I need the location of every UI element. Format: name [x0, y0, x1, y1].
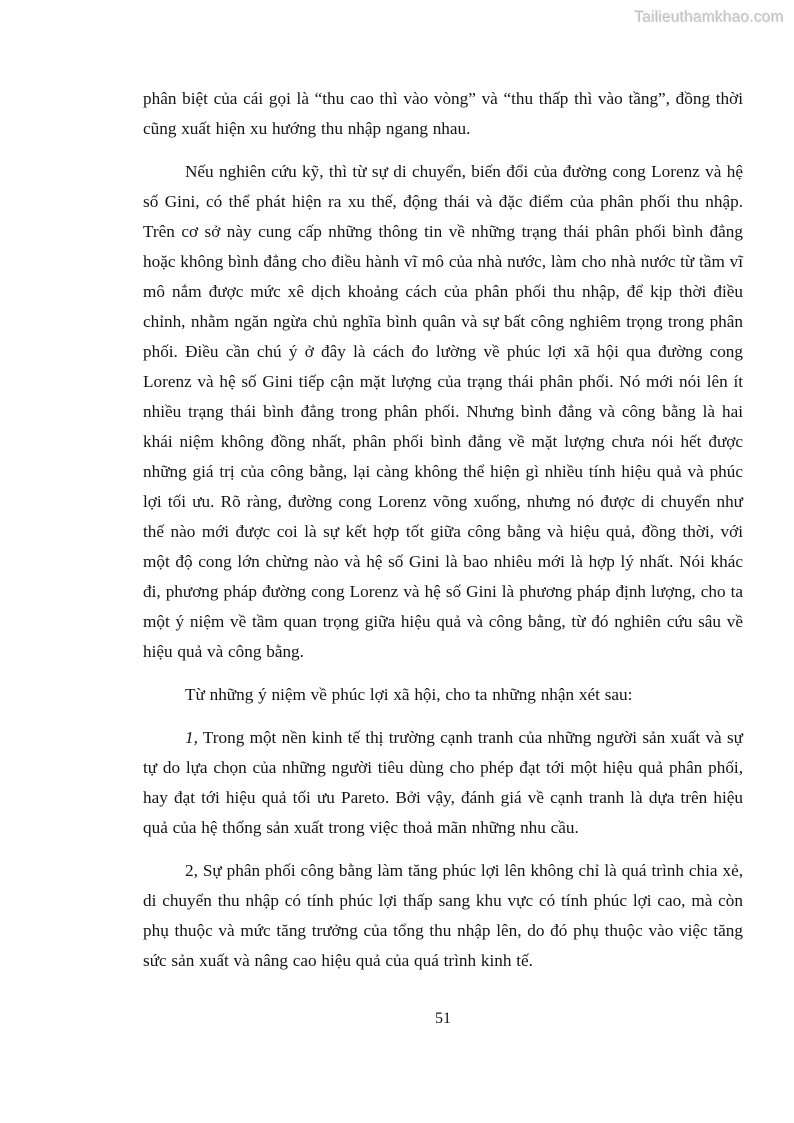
list-item-1-text: Trong một nền kinh tế thị trường cạnh tranh của những người sản xuất và sự tự do lựa chọn của những người tiêu dùng cho phép đạt tới một hiệu quả phân phối, hay đạt tới hiệu quả tối ưu Pareto. Bởi vậy, đánh giá về cạnh tranh là dựa trên hiệu quả của hệ thống sản xuất trong việc thoả mãn những nhu cầu.	[143, 728, 743, 837]
paragraph-body: Nếu nghiên cứu kỹ, thì từ sự di chuyển, biến đổi của đường cong Lorenz và hệ số Gini, có thể phát hiện ra xu thế, động thái và đặc điểm của phân phối thu nhập. Trên cơ sở này cung cấp những thông tin về những trạng thái phân phối bình đẳng hoặc không bình đẳng cho điều hành vĩ mô của nhà nước, làm cho nhà nước từ tầm vĩ mô nắm được mức xê dịch khoảng cách của phân phối thu nhập, để kịp thời điều chỉnh, nhằm ngăn ngừa chủ nghĩa bình quân và sự bất công nghiêm trọng trong phân phối. Điều cần chú ý ở đây là cách đo lường về phúc lợi xã hội qua đường cong Lorenz và hệ số Gini tiếp cận mặt lượng của trạng thái phân phối. Nó mới nói lên ít nhiều trạng thái bình đẳng trong phân phối. Nhưng bình đẳng và công bằng là hai khái niệm không đồng nhất, phân phối bình đẳng về mặt lượng chưa nói hết được những giá trị của công bằng, lại càng không thể hiện gì nhiều tính hiệu quả và phúc lợi tối ưu. Rõ ràng, đường cong Lorenz võng xuống, nhưng nó được di chuyển như thế nào mới được coi là sự kết hợp tốt giữa công bằng và hiệu quả, đồng thời, với một độ cong lớn chừng nào và hệ số Gini là bao nhiêu mới là hợp lý nhất. Nói khác đi, phương pháp đường cong Lorenz và hệ số Gini là phương pháp định lượng, cho ta một ý niệm về tầm quan trọng giữa hiệu quả và công bằng, từ đó nghiên cứu sâu về hiệu quả và công bằng.	[143, 162, 743, 661]
page-number: 51	[435, 1010, 451, 1027]
list-item-1-marker: 1,	[185, 728, 198, 747]
page-content	[143, 84, 743, 989]
paragraph-continuation: phân biệt của cái gọi là “thu cao thì vào vòng” và “thu thấp thì vào tầng”, đồng thời cũng xuất hiện xu hướng thu nhập ngang nhau.	[143, 89, 743, 138]
list-item-1	[143, 723, 743, 843]
list-item-2-text: Sự phân phối công bằng làm tăng phúc lợi lên không chỉ là quá trình chia xẻ, di chuyển thu nhập có tính phúc lợi thấp sang khu vực có tính phúc lợi cao, mà còn phụ thuộc và mức tăng trưởng của tổng thu nhập lên, do đó phụ thuộc vào việc tăng sức sản xuất và nâng cao hiệu quả của quá trình kinh tế.	[143, 861, 743, 970]
paragraph-remarks-intro: Từ những ý niệm về phúc lợi xã hội, cho ta những nhận xét sau:	[185, 685, 633, 704]
list-item-2-marker: 2,	[185, 861, 198, 880]
list-item-2	[143, 856, 743, 976]
watermark: Tailieuthamkhao.com	[634, 9, 784, 26]
